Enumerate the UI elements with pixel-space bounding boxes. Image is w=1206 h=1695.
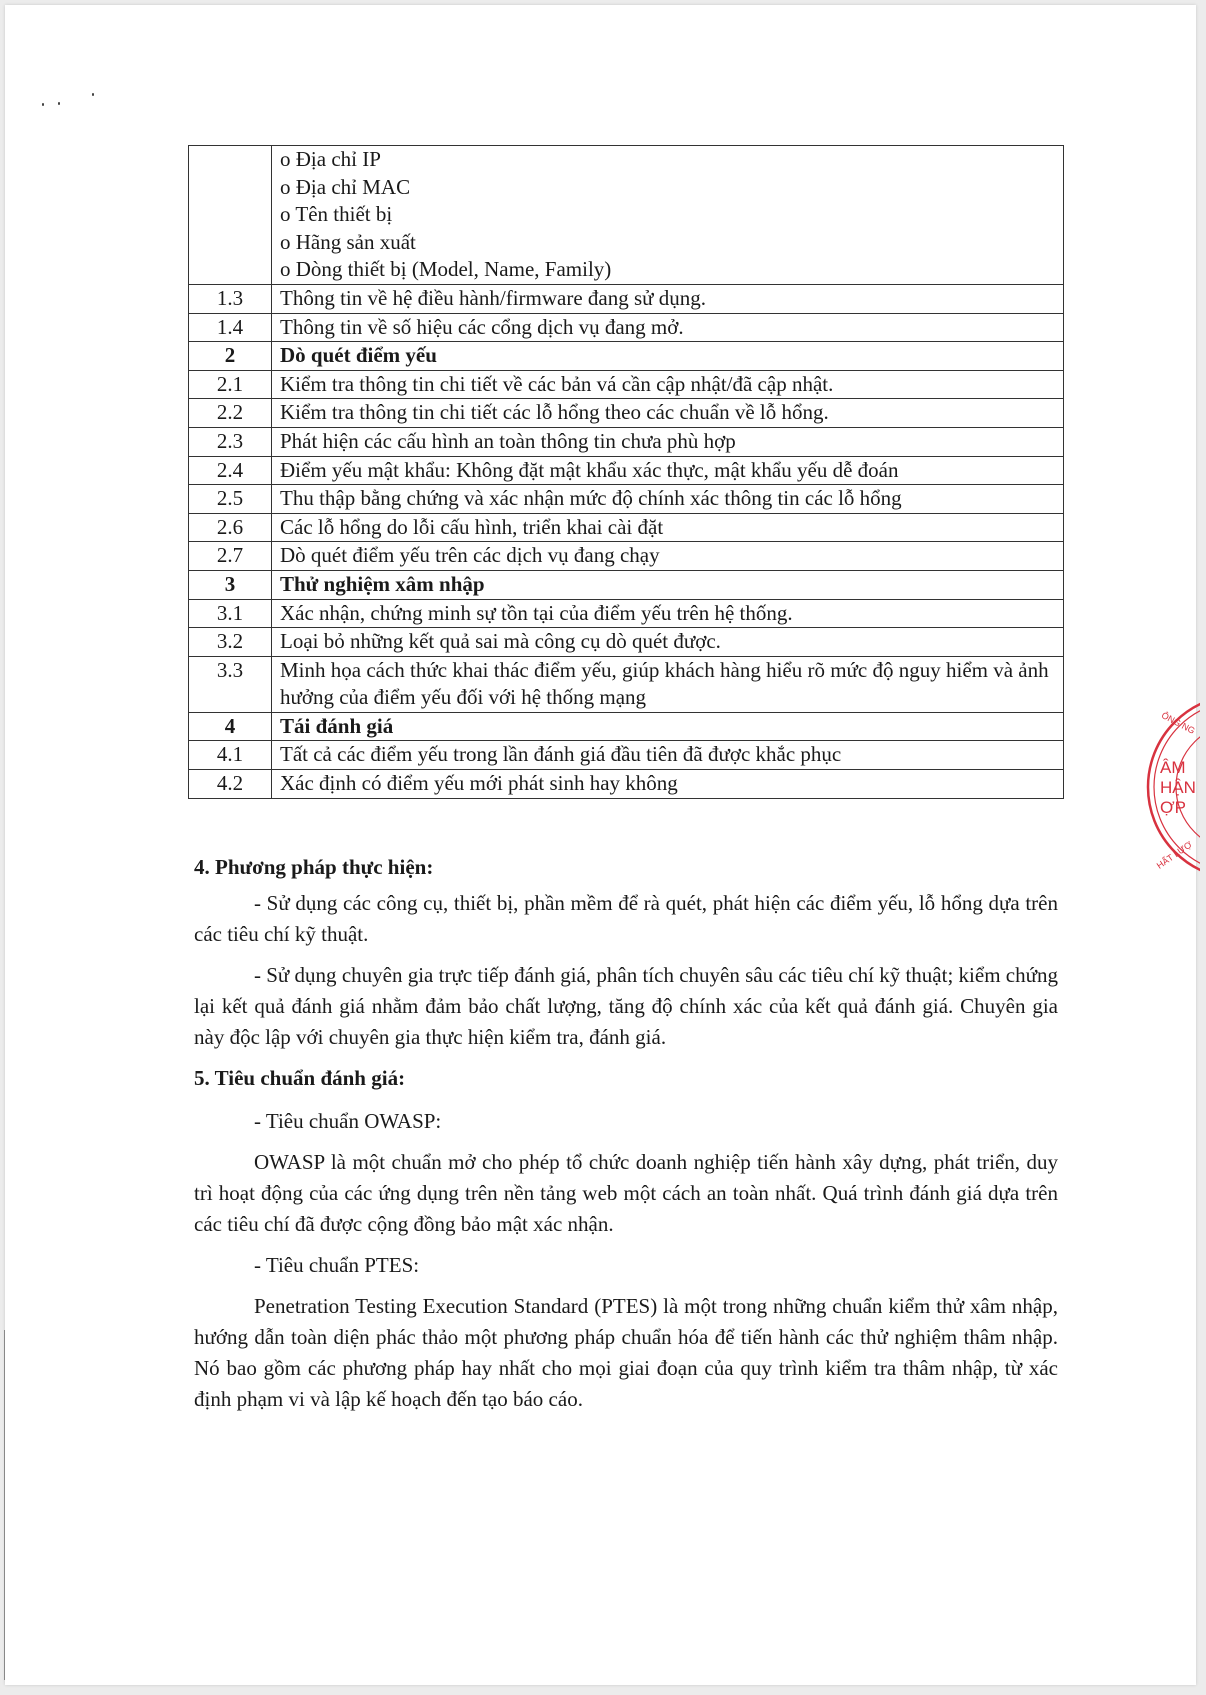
row-text: Kiểm tra thông tin chi tiết về các bản vá cần cập nhật/đã cập nhật.: [280, 371, 834, 396]
table-row: [189, 427, 1064, 456]
owasp-label: - Tiêu chuẩn OWASP:: [254, 1109, 442, 1133]
table-row: [189, 770, 1064, 799]
table-row: [189, 284, 1064, 313]
table-row: [189, 741, 1064, 770]
row-description: [272, 399, 1064, 428]
seal-line-2: HẬN: [1160, 778, 1196, 797]
row-number: 2.4: [189, 456, 272, 485]
row-text: Thu thập bằng chứng và xác nhận mức độ chính xác thông tin các lỗ hổng: [280, 486, 902, 511]
row-number: 3.2: [189, 628, 272, 657]
row-description: [272, 570, 1064, 599]
table-section-row: [189, 342, 1064, 371]
row-text: Thông tin về số hiệu các cổng dịch vụ đang mở.: [280, 314, 684, 339]
row-number: 3.3: [189, 656, 272, 712]
row-description: [272, 770, 1064, 799]
seal-arc-top-text: ÔNG NG: [1159, 710, 1197, 736]
sub-item: o Địa chỉ IP: [280, 147, 381, 171]
row-number: 2.5: [189, 485, 272, 514]
row-description: [272, 146, 1064, 285]
row-number: 2.3: [189, 427, 272, 456]
row-description: [272, 456, 1064, 485]
section-4-paragraph-2: - Sử dụng chuyên gia trực tiếp đánh giá, phân tích chuyên sâu các tiêu chí kỹ thuật; kiểm chứng lại kết quả đánh giá nhằm đảm bảo chất lượng, tăng độ chính xác của kết quả đánh giá. Chuyên gia này độc lập với chuyên gia thực hiện kiểm tra, đánh giá.: [194, 963, 1058, 1049]
row-description: [272, 427, 1064, 456]
table-row: [189, 485, 1064, 514]
row-text: Điểm yếu mật khẩu: Không đặt mật khẩu xác thực, mật khẩu yếu dễ đoán: [280, 457, 899, 482]
row-text: Các lỗ hổng do lỗi cấu hình, triển khai cài đặt: [280, 514, 664, 539]
section-4-paragraph-1: - Sử dụng các công cụ, thiết bị, phần mềm để rà quét, phát hiện các điểm yếu, lỗ hổng dựa trên các tiêu chí kỹ thuật.: [194, 891, 1058, 946]
row-description: [272, 599, 1064, 628]
row-description: [272, 741, 1064, 770]
seal-arc-bottom-text: HẤT LƯỢ: [1154, 839, 1194, 871]
row-description: [272, 342, 1064, 371]
table-row: [189, 513, 1064, 542]
red-seal-stamp: [1140, 690, 1200, 885]
scan-specks: [40, 93, 100, 113]
row-text: Kiểm tra thông tin chi tiết các lỗ hổng theo các chuẩn về lỗ hổng.: [280, 400, 829, 425]
row-description: [272, 513, 1064, 542]
row-text: Dò quét điểm yếu trên các dịch vụ đang chạy: [280, 543, 660, 568]
row-number: 3: [189, 570, 272, 599]
row-number: 2.2: [189, 399, 272, 428]
row-text: Dò quét điểm yếu: [280, 343, 437, 368]
sub-item: o Địa chỉ MAC: [280, 174, 411, 199]
row-text: Xác định có điểm yếu mới phát sinh hay không: [280, 771, 678, 796]
row-text: Minh họa cách thức khai thác điểm yếu, giúp khách hàng hiểu rõ mức độ nguy hiểm và ảnh hưởng của điểm yếu đối với hệ thống mạng: [280, 657, 1049, 710]
row-text: Thông tin về hệ điều hành/firmware đang sử dụng.: [280, 285, 707, 310]
table-section-row: [189, 712, 1064, 741]
sub-item: o Tên thiết bị: [280, 202, 393, 227]
row-description: [272, 370, 1064, 399]
row-number: 4.2: [189, 770, 272, 799]
page-edge-line: [4, 1330, 5, 1680]
table-row: [189, 599, 1064, 628]
row-number: 2.6: [189, 513, 272, 542]
row-description: [272, 712, 1064, 741]
row-text: Xác nhận, chứng minh sự tồn tại của điểm yếu trên hệ thống.: [280, 600, 793, 625]
seal-line-3: ỢP: [1160, 798, 1186, 817]
table-row: [189, 656, 1064, 712]
owasp-paragraph: OWASP là một chuẩn mở cho phép tổ chức doanh nghiệp tiến hành xây dựng, phát triển, duy trì hoạt động của các ứng dụng trên nền tảng web một cách an toàn nhất. Quá trình đánh giá dựa trên các tiêu chí đã được cộng đồng bảo mật xác nhận.: [194, 1150, 1058, 1236]
seal-line-1: ÂM: [1160, 758, 1186, 777]
row-text: Loại bỏ những kết quả sai mà công cụ dò quét được.: [280, 629, 721, 654]
row-description: [272, 485, 1064, 514]
section-4: [194, 852, 1058, 1415]
row-description: [272, 628, 1064, 657]
seal-center-text: [1160, 758, 1196, 818]
row-number: 4: [189, 712, 272, 741]
section-4-heading: 4. Phương pháp thực hiện:: [194, 855, 434, 879]
assessment-items-table: [188, 145, 1064, 799]
ptes-label: - Tiêu chuẩn PTES:: [254, 1253, 420, 1277]
table-row: [189, 399, 1064, 428]
row-number: 2.7: [189, 542, 272, 571]
row-number: 3.1: [189, 599, 272, 628]
row-description: [272, 656, 1064, 712]
table-section-row: [189, 570, 1064, 599]
row-number: 2: [189, 342, 272, 371]
row-number: [189, 146, 272, 285]
section-5-heading: 5. Tiêu chuẩn đánh giá:: [194, 1066, 406, 1090]
sub-item: o Dòng thiết bị (Model, Name, Family): [280, 257, 612, 282]
row-description: [272, 542, 1064, 571]
row-number: 2.1: [189, 370, 272, 399]
sub-item: o Hãng sản xuất: [280, 229, 416, 254]
table-row: [189, 542, 1064, 571]
table-row: [189, 628, 1064, 657]
row-number: 4.1: [189, 741, 272, 770]
table-row: [189, 146, 1064, 285]
ptes-paragraph: Penetration Testing Execution Standard (PTES) là một trong những chuẩn kiểm thử xâm nhập, hướng dẫn toàn diện phác thảo một phương pháp chuẩn hóa để tiến hành các thử nghiệm thâm nhập. Nó bao gồm các phương pháp hay nhất cho mọi giai đoạn của quy trình kiểm tra thâm nhập, từ xác định phạm vi và lập kế hoạch đến tạo báo cáo.: [194, 1294, 1058, 1411]
table-row: [189, 370, 1064, 399]
row-text: Tất cả các điểm yếu trong lần đánh giá đầu tiên đã được khắc phục: [280, 742, 842, 767]
row-number: 1.3: [189, 284, 272, 313]
row-text: Tái đánh giá: [280, 713, 394, 738]
row-description: [272, 313, 1064, 342]
row-text: Thử nghiệm xâm nhập: [280, 571, 485, 596]
row-number: 1.4: [189, 313, 272, 342]
table-row: [189, 456, 1064, 485]
row-text: Phát hiện các cấu hình an toàn thông tin chưa phù hợp: [280, 428, 736, 453]
table-row: [189, 313, 1064, 342]
row-description: [272, 284, 1064, 313]
